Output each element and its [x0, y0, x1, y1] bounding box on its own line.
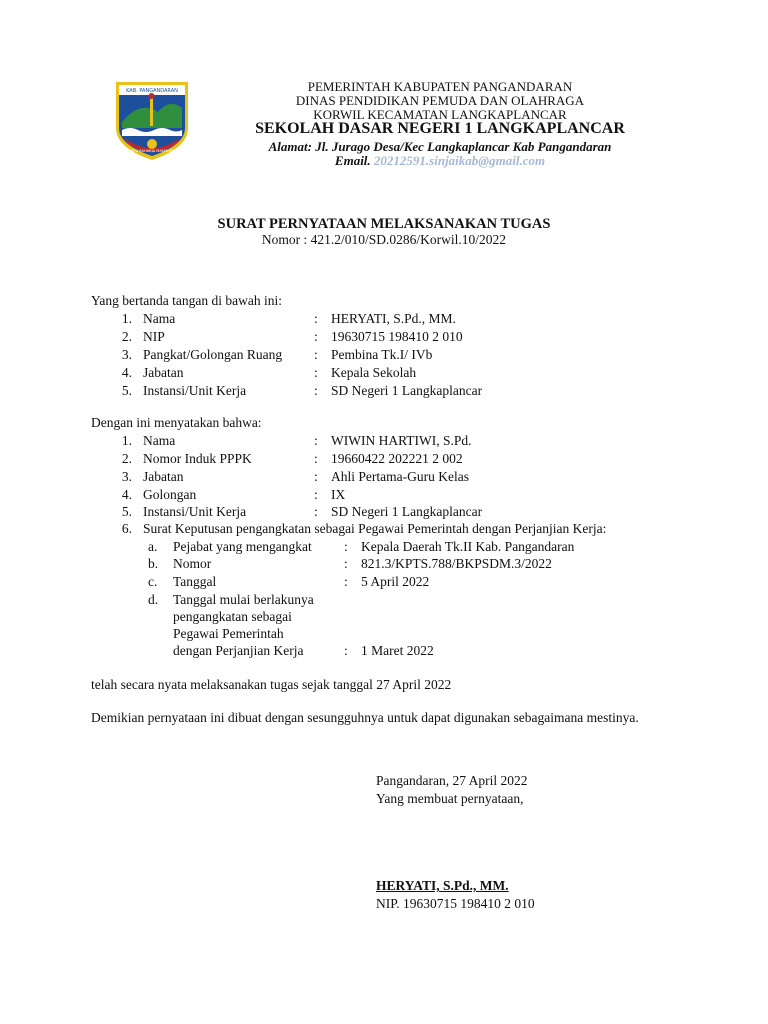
row-number: 5.: [121, 383, 132, 398]
regency-logo: [110, 78, 194, 162]
row-number: 1.: [121, 433, 132, 448]
row-value: SD Negeri 1 Langkaplancar: [331, 504, 483, 519]
row-value: 19660422 202221 2 002: [331, 451, 463, 466]
sub-letter: a.: [148, 539, 158, 554]
sub-label: Pejabat yang mengangkat: [173, 539, 312, 554]
row-number: 5.: [121, 504, 132, 519]
sub-colon: :: [344, 574, 348, 589]
sub-d-line: Pegawai Pemerintah: [173, 626, 284, 641]
row-colon: :: [314, 311, 318, 326]
row-number: 3.: [121, 347, 132, 362]
sub-colon: :: [344, 643, 348, 658]
row-value: Kepala Sekolah: [331, 365, 417, 380]
email-label: Email.: [334, 153, 371, 168]
sub-label: Tanggal: [173, 574, 217, 589]
sub-colon: :: [344, 539, 348, 554]
letterhead-district: KORWIL KECAMATAN LANGKAPLANCAR: [313, 107, 567, 122]
letterhead-email-line: [210, 153, 670, 168]
letterhead-school: SEKOLAH DASAR NEGERI 1 LANGKAPLANCAR: [255, 120, 625, 137]
row-label: Nama: [143, 433, 176, 448]
row-colon: :: [314, 347, 318, 362]
letterhead-government: PEMERINTAH KABUPATEN PANGANDARAN: [307, 79, 573, 94]
statement-text: telah secara nyata melaksanakan tugas sejak tanggal 27 April 2022: [91, 677, 452, 692]
row-number: 2.: [121, 451, 132, 466]
letterhead-address: Alamat: Jl. Jurago Desa/Kec Langkaplancar Kab Pangandaran: [268, 139, 612, 154]
row-label: Nomor Induk PPPK: [143, 451, 252, 466]
sub-d-line: Tanggal mulai berlakunya: [173, 592, 314, 607]
row-label: Jabatan: [143, 365, 184, 380]
row-colon: :: [314, 487, 318, 502]
subject-intro: Dengan ini menyatakan bahwa:: [91, 415, 262, 430]
row-number: 3.: [121, 469, 132, 484]
row-colon: :: [314, 329, 318, 344]
row-colon: :: [314, 365, 318, 380]
row-number: 4.: [121, 365, 132, 380]
signature-role: Yang membuat pernyataan,: [376, 791, 524, 806]
row-value: 19630715 198410 2 010: [331, 329, 463, 344]
document-number: Nomor : 421.2/010/SD.0286/Korwil.10/2022: [261, 232, 507, 247]
signature-place-date: Pangandaran, 27 April 2022: [376, 773, 528, 788]
signature-nip: NIP. 19630715 198410 2 010: [376, 896, 535, 911]
row-value: WIWIN HARTIWI, S.Pd.: [331, 433, 472, 448]
row-number: 6.: [121, 521, 132, 536]
row-colon: :: [314, 469, 318, 484]
sub-value: 821.3/KPTS.788/BKPSDM.3/2022: [361, 556, 552, 571]
row-label: NIP: [143, 329, 165, 344]
row-colon: :: [314, 383, 318, 398]
sub-letter: b.: [148, 556, 159, 571]
row-value: Ahli Pertama-Guru Kelas: [331, 469, 469, 484]
email-link[interactable]: 20212591.sinjaikab@gmail.com: [373, 153, 546, 168]
sub-value: 5 April 2022: [361, 574, 430, 589]
sub-d-value: 1 Maret 2022: [361, 643, 434, 658]
decree-heading: Surat Keputusan pengangkatan sebagai Pegawai Pemerintah dengan Perjanjian Kerja:: [143, 521, 607, 536]
row-colon: :: [314, 504, 318, 519]
letterhead-agency: DINAS PENDIDIKAN PEMUDA DAN OLAHRAGA: [295, 93, 585, 108]
row-label: Instansi/Unit Kerja: [143, 504, 247, 519]
signer-intro: Yang bertanda tangan di bawah ini:: [91, 293, 282, 308]
sub-colon: :: [344, 556, 348, 571]
sub-letter: d.: [148, 592, 159, 607]
signature-name: HERYATI, S.Pd., MM.: [376, 878, 509, 893]
row-label: Instansi/Unit Kerja: [143, 383, 247, 398]
row-value: Pembina Tk.I/ IVb: [331, 347, 433, 362]
row-value: IX: [331, 487, 346, 502]
row-value: SD Negeri 1 Langkaplancar: [331, 383, 483, 398]
sub-letter: c.: [148, 574, 158, 589]
sub-label: Nomor: [173, 556, 212, 571]
sub-d-line: dengan Perjanjian Kerja: [173, 643, 304, 658]
row-colon: :: [314, 451, 318, 466]
row-label: Jabatan: [143, 469, 184, 484]
document-title: SURAT PERNYATAAN MELAKSANAKAN TUGAS: [217, 216, 551, 232]
logo-top-text: KAB. PANGANDARAN: [126, 88, 178, 94]
row-number: 4.: [121, 487, 132, 502]
row-label: Golongan: [143, 487, 197, 502]
row-label: Nama: [143, 311, 176, 326]
sub-value: Kepala Daerah Tk.II Kab. Pangandaran: [361, 539, 575, 554]
row-value: HERYATI, S.Pd., MM.: [331, 311, 456, 326]
row-label: Pangkat/Golongan Ruang: [143, 347, 283, 362]
row-colon: :: [314, 433, 318, 448]
logo-bottom-text: KERTA RAHARJA MAKMURRA: [126, 149, 178, 153]
closing-text: Demikian pernyataan ini dibuat dengan sesungguhnya untuk dapat digunakan sebagaimana mestinya.: [91, 710, 639, 725]
row-number: 2.: [121, 329, 132, 344]
row-number: 1.: [121, 311, 132, 326]
sub-d-line: pengangkatan sebagai: [173, 609, 292, 624]
